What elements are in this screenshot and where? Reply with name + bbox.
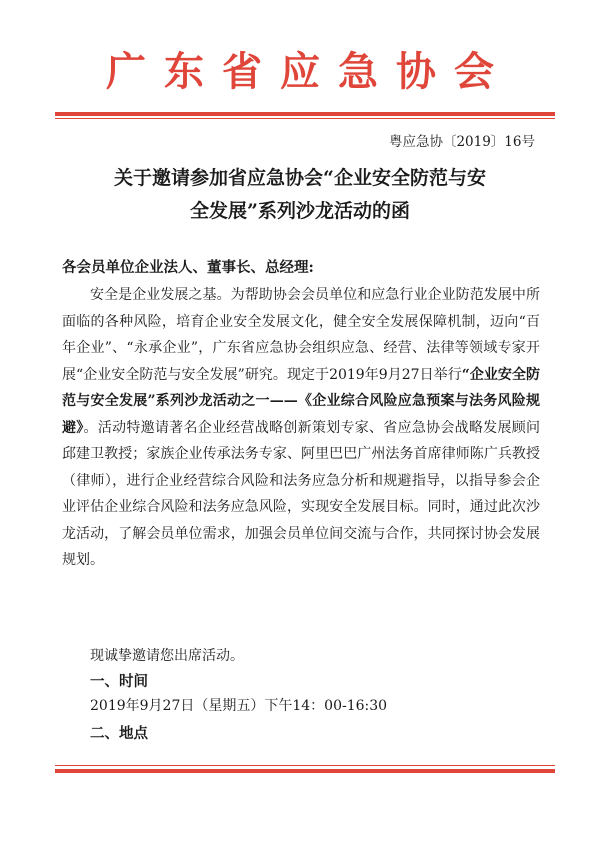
time-value: 2019年9月27日（星期五）下午14：00-16:30	[90, 698, 388, 714]
document-title-line-2: 全发展”系列沙龙活动的函	[190, 200, 410, 222]
document-title	[60, 162, 540, 228]
footer-rule-thick	[55, 769, 555, 773]
document-title-line-1: 关于邀请参加省应急协会“企业安全防范与安	[114, 167, 486, 189]
section-heading-time: 一、时间	[90, 673, 148, 690]
letterhead-rule-thin	[55, 118, 555, 119]
letterhead-title: 广东省应急协会	[106, 48, 512, 95]
body-text-part-2: 。活动特邀请著名企业经营战略创新策划专家、省应急协会战略发展顾问邱建卫教授；家族企业传承法务专家、阿里巴巴广州法务首席律师陈广兵教授（律师），进行企业经营综合风险和法务应急分析和规避指导，以指导参会企业评估企业综合风险和法务应急风险，实现安全发展目标。同时，通过此次沙龙活动，了解会员单位需求，加强会员单位间交流与合作，共同探讨协会发展规划。	[62, 419, 540, 568]
footer-rule-thin	[55, 765, 555, 766]
document-number: 粤应急协〔2019〕16号	[388, 134, 535, 150]
invitation-sentence: 现诚挚邀请您出席活动。	[90, 648, 244, 664]
body-text-part-1: 安全是企业发展之基。为帮助协会会员单位和应急行业企业防范发展中所面临的各种风险，培育企业安全发展文化，健全安全发展保障机制，迈向“百年企业”、“永承企业”，广东省应急协会组织应急、经营、法律等领域专家开展“企业安全防范与安全发展”研究。现定于2019年9月27日举行	[62, 287, 540, 383]
body-text-bold: “企业安全防范与安全发展”系列沙龙活动之一——《企业综合风险应急预案与法务风险规避》	[62, 366, 540, 436]
section-heading-location: 二、地点	[90, 725, 148, 742]
letterhead-rule-thick	[55, 112, 555, 116]
salutation: 各会员单位企业法人、董事长、总经理:	[62, 259, 314, 276]
body-paragraph	[62, 282, 540, 574]
